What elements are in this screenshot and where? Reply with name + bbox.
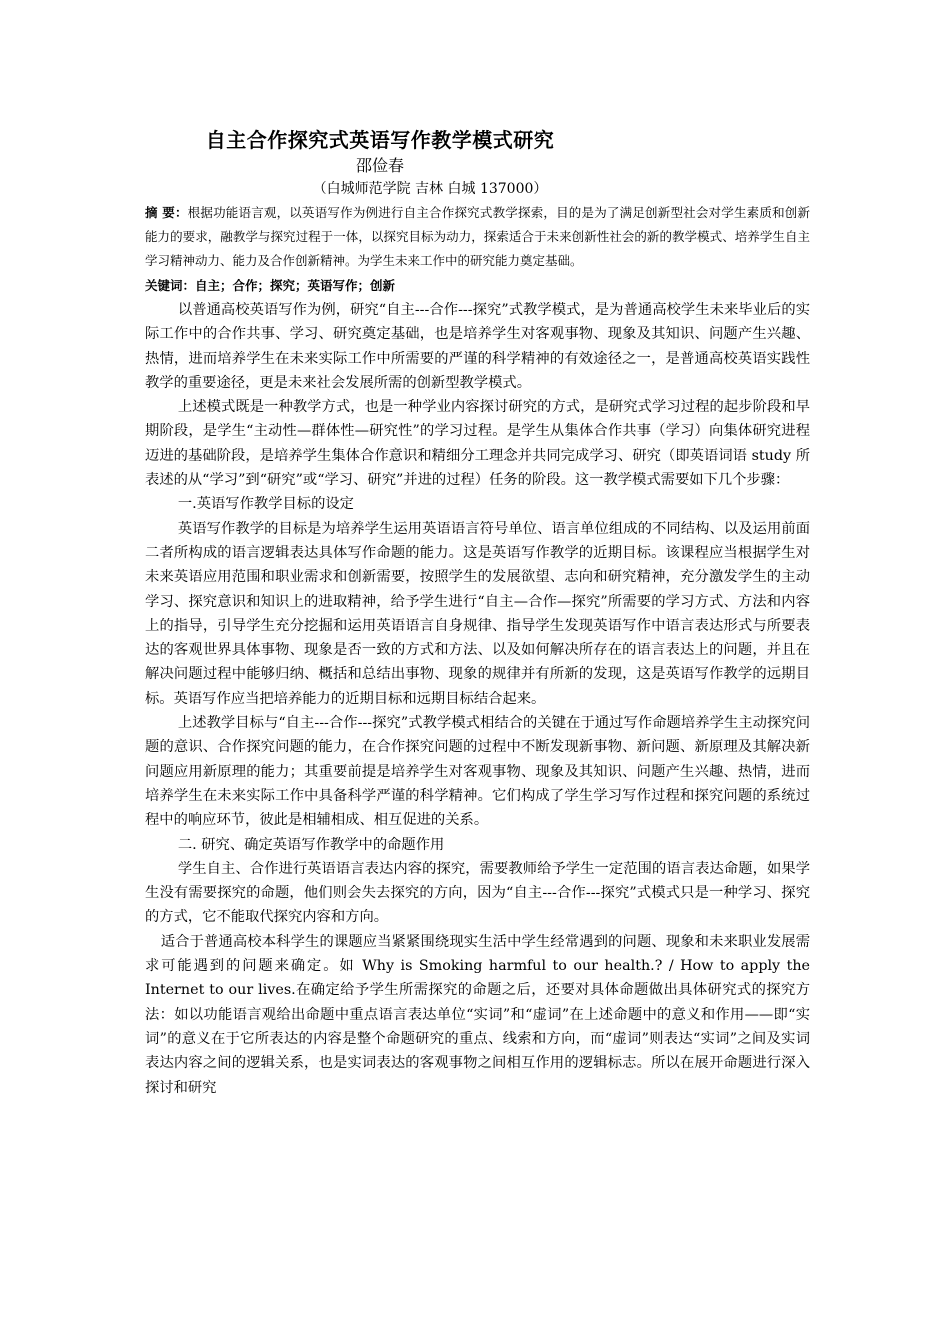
- author-name: 邵俭春: [355, 156, 404, 175]
- paragraph: 上述模式既是一种教学方式，也是一种学业内容探讨研究的方式，是研究式学习过程的起步阶段和早期阶段，是学生“主动性—群体性—研究性”的学习过程。是学生从集体合作共事（学习）向集体研究进程迈进的基础阶段，是培养学生集体合作意识和精细分工理念并共同完成学习、研究（即英语词语 study 所表述的从“学习”到“研究”或“学习、研究”并进的过程）任务的阶段。这一教学模式需要如下几个步骤：: [145, 399, 810, 489]
- abstract-text: 根据功能语言观，以英语写作为例进行自主合作探究式教学探索，目的是为了满足创新型社会对学生素质和创新能力的要求，融教学与探究过程于一体，以探究目标为动力，探索适合于未来创新性社会的新的教学模式、培养学生自主学习精神动力、能力及合作创新精神。为学生未来工作中的研究能力奠定基础。: [145, 205, 810, 268]
- body-text: [145, 298, 810, 1100]
- keywords-label: 关键词：: [145, 278, 196, 293]
- keywords-text: 自主；合作；探究；英语写作；创新: [195, 278, 396, 293]
- keywords: [145, 276, 810, 296]
- paragraph: 英语写作教学的目标是为培养学生运用英语语言符号单位、语言单位组成的不同结构、以及运用前面二者所构成的语言逻辑表达具体写作命题的能力。这是英语写作教学的近期目标。该课程应当根据学生对未来英语应用范围和职业需求和创新需要，按照学生的发展欲望、志向和研究精神，充分激发学生的主动学习、探究意识和知识上的进取精神，给予学生进行“自主—合作—探究”所需要的学习方式、方法和内容上的指导，引导学生充分挖掘和运用英语语言自身规律、指导学生发现英语写作中语言表达形式与所要表达的客观世界具体事物、现象是否一致的方式和方法、以及如何解决所存在的语言表达上的问题，并且在解决问题过程中能够归纳、概括和总结出事物、现象的规律并有所新的发现，这是英语写作教学的远期目标。英语写作应当把培养能力的近期目标和远期目标结合起来。: [145, 520, 810, 707]
- section-heading-1: 一.英语写作教学目标的设定: [177, 496, 354, 513]
- paragraph: 上述教学目标与“自主---合作---探究”式教学模式相结合的关键在于通过写作命题培养学生主动探究问题的意识、合作探究问题的能力，在合作探究问题的过程中不断发现新事物、新问题、新原理及其解决新问题应用新原理的能力；其重要前提是培养学生对客观事物、现象及其知识、问题产生兴趣、热情，进而培养学生在未来实际工作中具备科学严谨的科学精神。它们构成了学生学习写作过程和探究问题的系统过程中的响应环节，彼此是相辅相成、相互促进的关系。: [145, 715, 810, 829]
- paragraph: 以普通高校英语写作为例，研究“自主---合作---探究”式教学模式，是为普通高校学生未来毕业后的实际工作中的合作共事、学习、研究奠定基础，也是培养学生对客观事物、现象及其知识、问题产生兴趣、热情，进而培养学生在未来实际工作中所需要的严谨的科学精神的有效途径之一，是普通高校英语实践性教学的重要途径，更是未来社会发展所需的创新型教学模式。: [145, 302, 810, 391]
- abstract-label: 摘 要：: [145, 205, 188, 220]
- affiliation: （白城师范学院 吉林 白城 137000）: [312, 181, 548, 197]
- section-heading-2: 二. 研究、确定英语写作教学中的命题作用: [177, 836, 445, 853]
- paragraph: 学生自主、合作进行英语语言表达内容的探究，需要教师给予学生一定范围的语言表达命题，如果学生没有需要探究的命题，他们则会失去探究的方向，因为“自主---合作---探究”式模式只是一种学习、探究的方式，它不能取代探究内容和方向。: [145, 860, 810, 926]
- abstract: [145, 201, 810, 273]
- paragraph: 适合于普通高校本科学生的课题应当紧紧围绕现实生活中学生经常遇到的问题、现象和未来职业发展需求可能遇到的问题来确定。如 Why is Smoking harmful to our health.? / How to apply the Internet to our lives.在确定给予学生所需探究的命题之后，还要对具体命题做出具体研究式的探究方法：如以功能语言观给出命题中重点语言表达单位“实词”和“虚词”在上述命题中的意义和作用——即“实词”的意义在于它所表达的内容是整个命题研究的重点、线索和方向，而“虚词”则表达“实词”之间及实词表达内容之间的逻辑关系，也是实词表达的客观事物之间相互作用的逻辑标志。所以在展开命题进行深入探讨和研究: [145, 933, 810, 1096]
- paper-title: 自主合作探究式英语写作教学模式研究: [205, 128, 555, 152]
